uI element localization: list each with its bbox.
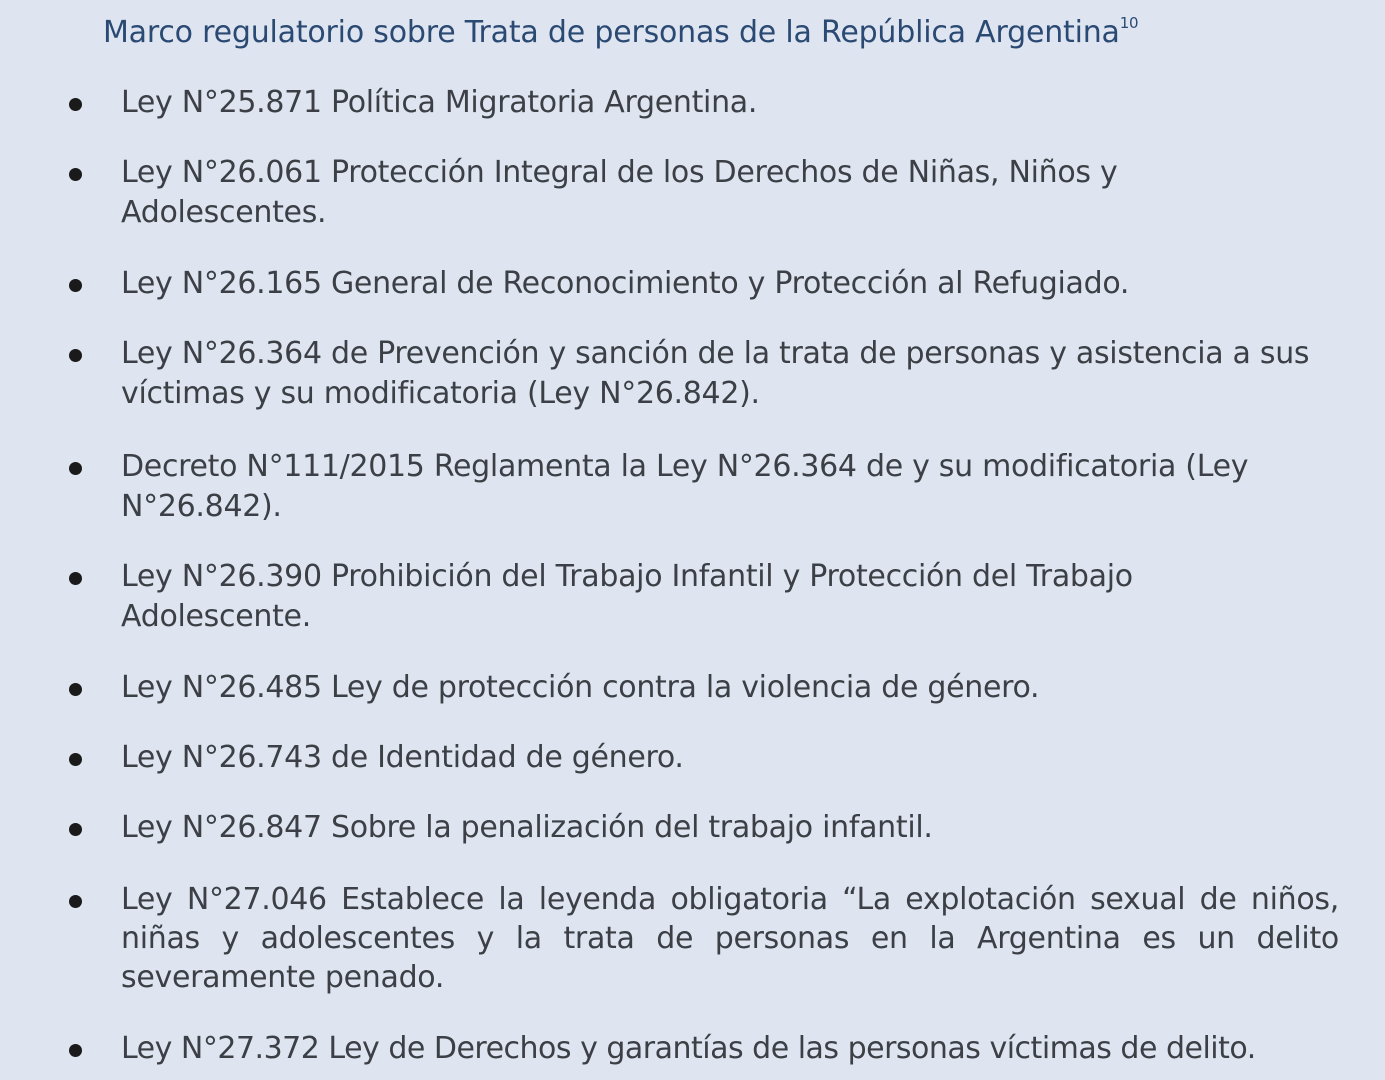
list-item-text: Ley N°26.743 de Identidad de género. [121,740,684,775]
bullet-icon [69,572,82,585]
bullet-icon [69,753,82,766]
list-item-text: Ley N°25.871 Política Migratoria Argentina. [121,85,758,120]
bullet-icon [69,98,82,111]
list-item-text: Decreto N°111/2015 Reglamenta la Ley N°26.364 de y su modificatoria (Ley N°26.842). [121,449,1249,524]
list-item-text: Ley N°26.390 Prohibición del Trabajo Infantil y Protección del Trabajo Adolescente. [121,559,1133,634]
bullet-icon [69,895,82,908]
list-item-text: Ley N°26.847 Sobre la penalización del trabajo infantil. [121,810,933,845]
bullet-icon [69,349,82,362]
list-item-text: Ley N°27.046 Establece la leyenda obligatoria “La explotación sexual de niños, niñas y adolescentes y la trata de personas en la Argentina es un delito severamente penado. [121,882,1339,995]
bullet-icon [69,683,82,696]
title-text: Marco regulatorio sobre Trata de personas de la República Argentina [103,15,1120,50]
bullet-icon [69,279,82,292]
footnote-reference: 10 [1119,14,1139,32]
list-item-text: Ley N°27.372 Ley de Derechos y garantías de las personas víctimas de delito. [121,1031,1256,1066]
bullet-icon [69,462,82,475]
document-title [103,12,1138,54]
bullet-icon [69,823,82,836]
bullet-icon [69,1044,82,1057]
list-item-text: Ley N°26.485 Ley de protección contra la violencia de género. [121,670,1040,705]
list-item-text: Ley N°26.364 de Prevención y sanción de la trata de personas y asistencia a sus víctimas y su modificatoria (Ley N°26.842). [121,336,1310,411]
bullet-icon [69,168,82,181]
list-item-text: Ley N°26.061 Protección Integral de los Derechos de Niñas, Niños y Adolescentes. [121,155,1118,230]
list-item-text: Ley N°26.165 General de Reconocimiento y Protección al Refugiado. [121,266,1130,301]
